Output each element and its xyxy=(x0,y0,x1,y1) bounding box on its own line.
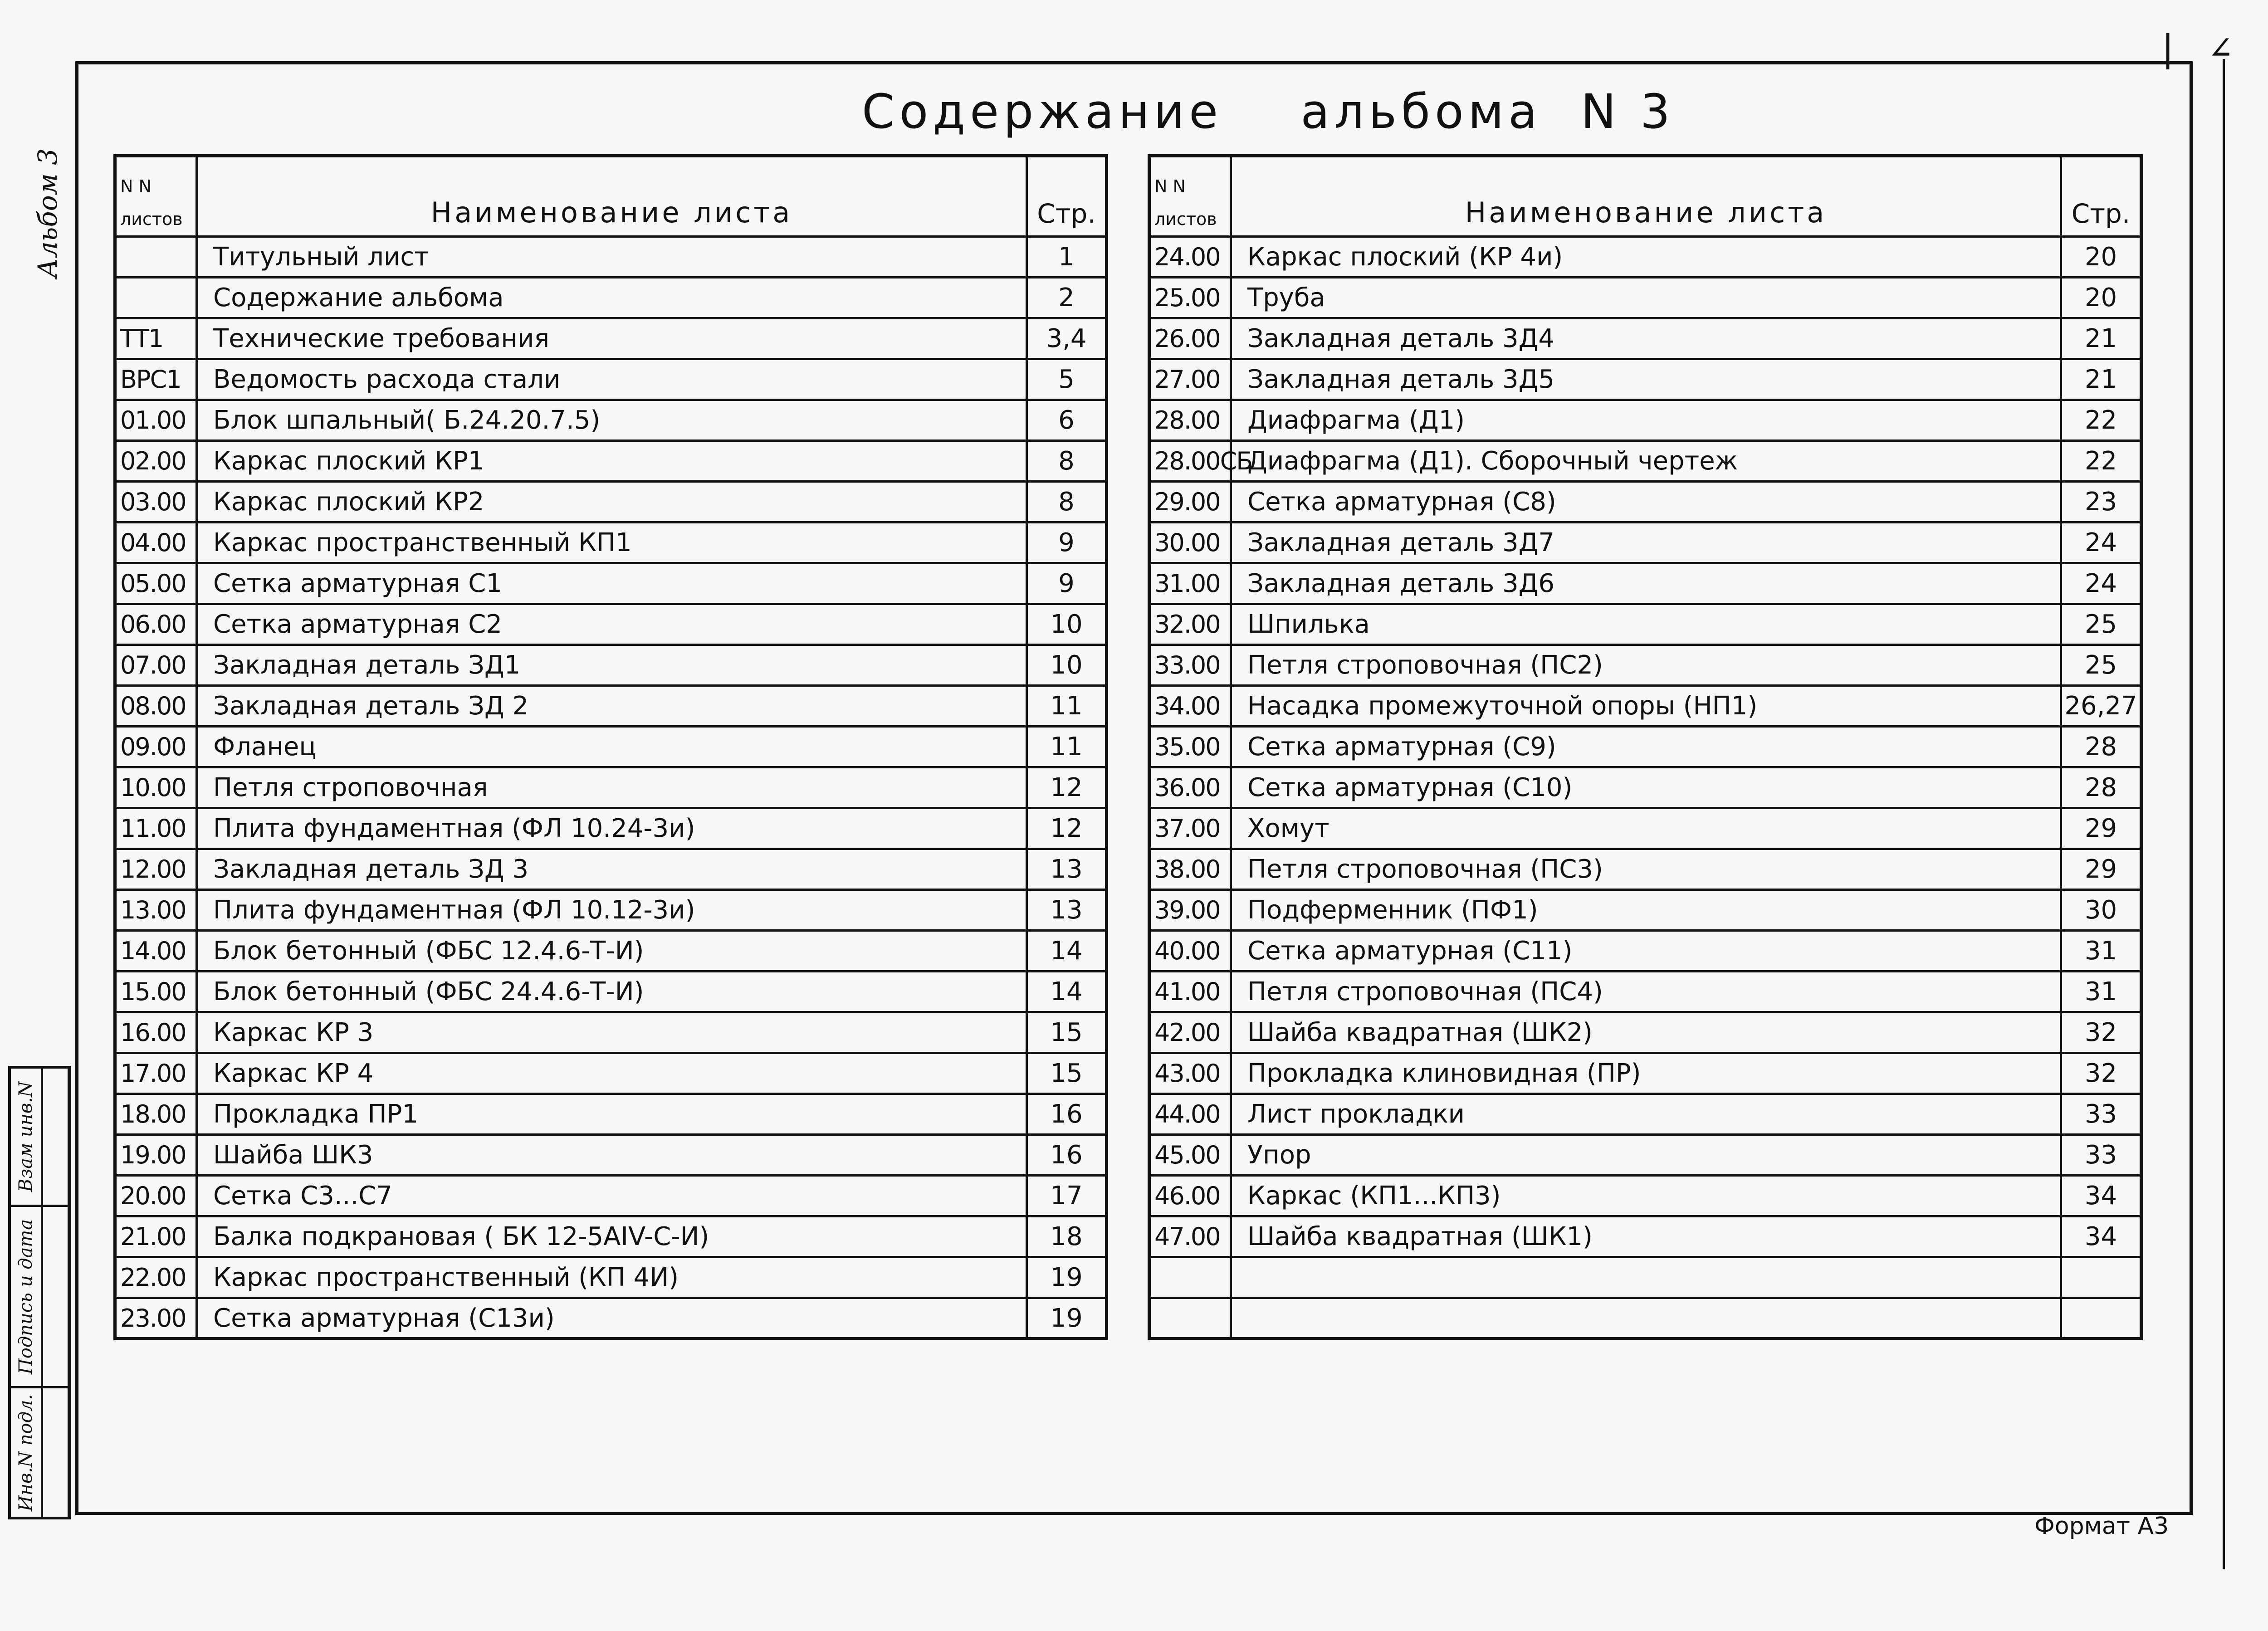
table-row xyxy=(115,849,1107,890)
sheet-name-cell: Плита фундаментная (ФЛ 10.12-3и) xyxy=(197,890,1027,931)
table-row xyxy=(115,972,1107,1012)
sheet-number-cell: 44.00 xyxy=(1149,1094,1231,1135)
table-row xyxy=(115,1094,1107,1135)
table-row xyxy=(1149,359,2141,400)
sheet-number-cell: 13.00 xyxy=(115,890,197,931)
sheet-number-cell: 16.00 xyxy=(115,1012,197,1053)
sheet-name-cell: Фланец xyxy=(197,727,1027,767)
page-number-cell: 13 xyxy=(1027,849,1107,890)
sheet-name-cell: Сетка арматурная (С13и) xyxy=(197,1298,1027,1339)
table-row xyxy=(115,727,1107,767)
page-number-cell: 8 xyxy=(1027,441,1107,482)
table-row xyxy=(115,1012,1107,1053)
table-row xyxy=(115,278,1107,318)
sheet-name-cell: Содержание альбома xyxy=(197,278,1027,318)
sheet-number-cell: 14.00 xyxy=(115,931,197,972)
sheet-number-cell: 41.00 xyxy=(1149,972,1231,1012)
table-row xyxy=(115,563,1107,604)
page-number-cell: 19 xyxy=(1027,1257,1107,1298)
page-number-cell: 17 xyxy=(1027,1176,1107,1216)
sheet-name-cell: Каркас КР 3 xyxy=(197,1012,1027,1053)
sheet-number-cell: 38.00 xyxy=(1149,849,1231,890)
contents-table-right xyxy=(1148,154,2143,1340)
sheet-number-cell: 11.00 xyxy=(115,808,197,849)
sheet-name-cell: Хомут xyxy=(1231,808,2061,849)
sheet-number-cell: 02.00 xyxy=(115,441,197,482)
table-row xyxy=(1149,1135,2141,1176)
page-title: Содержание альбома N 3 xyxy=(862,84,1675,139)
table-row xyxy=(115,1053,1107,1094)
page-number-cell: 25 xyxy=(2061,604,2141,645)
sheet-name-cell: Каркас плоский КР1 xyxy=(197,441,1027,482)
page-number-cell: 22 xyxy=(2061,441,2141,482)
sheet-number-cell: 15.00 xyxy=(115,972,197,1012)
page-number-cell: 9 xyxy=(1027,523,1107,563)
table-row xyxy=(1149,727,2141,767)
sheet-name-cell: Шпилька xyxy=(1231,604,2061,645)
table-row xyxy=(1149,523,2141,563)
header-num-label: N N xyxy=(1154,176,1186,196)
sheet-name-cell: Сетка арматурная (С8) xyxy=(1231,482,2061,523)
sheet-number-cell: 06.00 xyxy=(115,604,197,645)
page-number-cell: 32 xyxy=(2061,1012,2141,1053)
table-row xyxy=(1149,1094,2141,1135)
sheet-number-cell: ТТ1 xyxy=(115,318,197,359)
sheet-number-cell: 10.00 xyxy=(115,767,197,808)
table-row xyxy=(115,686,1107,727)
table-row xyxy=(1149,1216,2141,1257)
page-number-cell: 5 xyxy=(1027,359,1107,400)
page-number-cell: 11 xyxy=(1027,686,1107,727)
page-number-cell: 30 xyxy=(2061,890,2141,931)
sheet-name-cell: Сетка арматурная С1 xyxy=(197,563,1027,604)
stamp-label-replacement: Взам инв.N xyxy=(15,1081,36,1192)
sheet-number-cell: 46.00 xyxy=(1149,1176,1231,1216)
table-row xyxy=(115,237,1107,278)
sheet-number-cell: 34.00 xyxy=(1149,686,1231,727)
table-row xyxy=(115,441,1107,482)
sheet-name-cell: Насадка промежуточной опоры (НП1) xyxy=(1231,686,2061,727)
sheet-name-cell: Диафрагма (Д1) xyxy=(1231,400,2061,441)
sheet-number-cell: 35.00 xyxy=(1149,727,1231,767)
page-number-cell: 24 xyxy=(2061,563,2141,604)
page-number-cell: 12 xyxy=(1027,767,1107,808)
sheet-number-cell: 04.00 xyxy=(115,523,197,563)
sheet-number-cell: 23.00 xyxy=(115,1298,197,1339)
sheet-number-cell: 28.00 xyxy=(1149,400,1231,441)
sheet-name-cell: Прокладка клиновидная (ПР) xyxy=(1231,1053,2061,1094)
sheet-number-cell: 17.00 xyxy=(115,1053,197,1094)
page-number-cell: 10 xyxy=(1027,604,1107,645)
table-header-row xyxy=(115,156,1107,237)
table-row xyxy=(115,523,1107,563)
table-row xyxy=(1149,563,2141,604)
sheet-name-cell: Сетка арматурная (С11) xyxy=(1231,931,2061,972)
sheet-number-cell: 25.00 xyxy=(1149,278,1231,318)
page-number-cell: 8 xyxy=(1027,482,1107,523)
page-number-cell: 15 xyxy=(1027,1012,1107,1053)
table-row xyxy=(1149,686,2141,727)
page-number-cell: 18 xyxy=(1027,1216,1107,1257)
sheet-number-cell xyxy=(115,278,197,318)
table-row xyxy=(1149,1298,2141,1339)
page-number-cell: 26,27 xyxy=(2061,686,2141,727)
table-row xyxy=(115,318,1107,359)
sheet-name-cell xyxy=(1231,1257,2061,1298)
sheet-number-cell: 07.00 xyxy=(115,645,197,686)
sheet-number-cell: 43.00 xyxy=(1149,1053,1231,1094)
page-number-cell: 20 xyxy=(2061,237,2141,278)
table-row xyxy=(1149,237,2141,278)
sheet-number-cell: 20.00 xyxy=(115,1176,197,1216)
page-number-cell: 19 xyxy=(1027,1298,1107,1339)
sheet-name-cell: Шайба квадратная (ШК2) xyxy=(1231,1012,2061,1053)
table-row xyxy=(1149,278,2141,318)
page-number-cell: 15 xyxy=(1027,1053,1107,1094)
table-row xyxy=(1149,767,2141,808)
table-row xyxy=(1149,890,2141,931)
page-number-cell xyxy=(2061,1257,2141,1298)
sheet-number-cell: 08.00 xyxy=(115,686,197,727)
page-number-cell: 31 xyxy=(2061,972,2141,1012)
sheet-number-cell: 45.00 xyxy=(1149,1135,1231,1176)
sheet-name-cell: Блок бетонный (ФБС 24.4.6-Т-И) xyxy=(197,972,1027,1012)
sheet-number-cell: 01.00 xyxy=(115,400,197,441)
sheet-name-cell: Титульный лист xyxy=(197,237,1027,278)
page-number-cell: 34 xyxy=(2061,1216,2141,1257)
stamp-cell-signature xyxy=(11,1205,68,1386)
table-row xyxy=(1149,972,2141,1012)
sheet-number-cell xyxy=(115,237,197,278)
sheet-number-cell: 31.00 xyxy=(1149,563,1231,604)
table-row xyxy=(115,359,1107,400)
table-row xyxy=(1149,1053,2141,1094)
table-header-row xyxy=(1149,156,2141,237)
header-num-sub: листов xyxy=(1154,209,1217,229)
album-label: Альбом 3 xyxy=(32,148,63,278)
header-page: Стр. xyxy=(1027,156,1107,237)
page-number-cell: 3,4 xyxy=(1027,318,1107,359)
table-row xyxy=(115,400,1107,441)
page-number-cell: 28 xyxy=(2061,727,2141,767)
sheet-name-cell: Закладная деталь ЗД 3 xyxy=(197,849,1027,890)
table-row xyxy=(115,1216,1107,1257)
sheet-name-cell: Балка подкрановая ( БК 12-5АIV-С-И) xyxy=(197,1216,1027,1257)
trim-line xyxy=(2223,59,2225,1569)
header-page: Стр. xyxy=(2061,156,2141,237)
page-number-cell: 20 xyxy=(2061,278,2141,318)
header-sheet-number xyxy=(1149,156,1231,237)
table-row xyxy=(115,1257,1107,1298)
page-number-cell: 2 xyxy=(1027,278,1107,318)
contents-table-left xyxy=(113,154,1108,1340)
table-row xyxy=(115,604,1107,645)
sheet-number-cell xyxy=(1149,1298,1231,1339)
table-row xyxy=(115,808,1107,849)
sheet-name-cell: Петля строповочная (ПС2) xyxy=(1231,645,2061,686)
sheet-name-cell: Каркас плоский КР2 xyxy=(197,482,1027,523)
page-number-cell: 13 xyxy=(1027,890,1107,931)
page-number-cell: 14 xyxy=(1027,931,1107,972)
sheet-name-cell: Технические требования xyxy=(197,318,1027,359)
sheet-name-cell: Труба xyxy=(1231,278,2061,318)
sheet-number-cell: 03.00 xyxy=(115,482,197,523)
format-label: Формат А3 xyxy=(2034,1513,2169,1540)
sheet-number-cell: 30.00 xyxy=(1149,523,1231,563)
table-row xyxy=(115,931,1107,972)
table-row xyxy=(1149,849,2141,890)
sheet-name-cell: Шайба ШК3 xyxy=(197,1135,1027,1176)
sheet-number-cell: 18.00 xyxy=(115,1094,197,1135)
sheet-name-cell: Петля строповочная (ПС3) xyxy=(1231,849,2061,890)
page-number-cell: 25 xyxy=(2061,645,2141,686)
table-row xyxy=(115,645,1107,686)
sheet-name-cell: Закладная деталь 3Д6 xyxy=(1231,563,2061,604)
sheet-number-cell: 32.00 xyxy=(1149,604,1231,645)
page-number-cell: 33 xyxy=(2061,1094,2141,1135)
header-sheet-name: Наименование листа xyxy=(197,156,1027,237)
sheet-name-cell: Каркас КР 4 xyxy=(197,1053,1027,1094)
table-row xyxy=(115,1176,1107,1216)
page-number-cell: 34 xyxy=(2061,1176,2141,1216)
sheet-name-cell: Закладная деталь 3Д4 xyxy=(1231,318,2061,359)
sheet-name-cell: Диафрагма (Д1). Сборочный чертеж xyxy=(1231,441,2061,482)
page-number-cell: 32 xyxy=(2061,1053,2141,1094)
sheet-name-cell: Каркас пространственный КП1 xyxy=(197,523,1027,563)
page-number-cell: 23 xyxy=(2061,482,2141,523)
sheet-name-cell: Сетка С3...С7 xyxy=(197,1176,1027,1216)
sheet-name-cell: Упор xyxy=(1231,1135,2061,1176)
page-number-cell: 28 xyxy=(2061,767,2141,808)
sheet-name-cell: Прокладка ПР1 xyxy=(197,1094,1027,1135)
sheet-number-cell: 26.00 xyxy=(1149,318,1231,359)
sheet-number-cell: 22.00 xyxy=(115,1257,197,1298)
page-number-cell: 14 xyxy=(1027,972,1107,1012)
page-number-cell: 1 xyxy=(1027,237,1107,278)
table-row xyxy=(1149,1176,2141,1216)
page-number-cell: 10 xyxy=(1027,645,1107,686)
page-number-cell: 29 xyxy=(2061,808,2141,849)
sheet-number-cell: 33.00 xyxy=(1149,645,1231,686)
sheet-name-cell: Блок шпальный( Б.24.20.7.5) xyxy=(197,400,1027,441)
sheet-number-cell: 29.00 xyxy=(1149,482,1231,523)
sheet-number-cell: 40.00 xyxy=(1149,931,1231,972)
sheet-name-cell: Сетка арматурная (С9) xyxy=(1231,727,2061,767)
sheet-name-cell: Каркас (КП1...КП3) xyxy=(1231,1176,2061,1216)
sheet-number-cell: 39.00 xyxy=(1149,890,1231,931)
table-row xyxy=(115,767,1107,808)
table-row xyxy=(1149,441,2141,482)
sheet-name-cell: Закладная деталь 3Д7 xyxy=(1231,523,2061,563)
sheet-name-cell: Петля строповочная (ПС4) xyxy=(1231,972,2061,1012)
sheet-name-cell: Петля строповочная xyxy=(197,767,1027,808)
page-number-cell: 24 xyxy=(2061,523,2141,563)
table-row xyxy=(115,482,1107,523)
sheet-corner-mark: | ∠ xyxy=(2157,27,2236,69)
sheet-number-cell: 24.00 xyxy=(1149,237,1231,278)
sheet-name-cell: Сетка арматурная (С10) xyxy=(1231,767,2061,808)
page-number-cell: 11 xyxy=(1027,727,1107,767)
header-num-label: N N xyxy=(120,176,152,196)
table-row xyxy=(115,890,1107,931)
sheet-name-cell: Ведомость расхода стали xyxy=(197,359,1027,400)
table-row xyxy=(1149,400,2141,441)
table-row xyxy=(1149,604,2141,645)
sheet-number-cell: ВРС1 xyxy=(115,359,197,400)
page-number-cell: 33 xyxy=(2061,1135,2141,1176)
table-row xyxy=(115,1298,1107,1339)
table-row xyxy=(1149,808,2141,849)
header-sheet-name: Наименование листа xyxy=(1231,156,2061,237)
sheet-name-cell: Каркас пространственный (КП 4И) xyxy=(197,1257,1027,1298)
sheet-number-cell: 47.00 xyxy=(1149,1216,1231,1257)
table-row xyxy=(1149,1012,2141,1053)
stamp-label-inventory: Инв.N подл. xyxy=(15,1394,36,1511)
page-number-cell: 16 xyxy=(1027,1094,1107,1135)
sheet-number-cell: 27.00 xyxy=(1149,359,1231,400)
header-num-sub: листов xyxy=(120,209,183,229)
sheet-name-cell: Лист прокладки xyxy=(1231,1094,2061,1135)
page-number-cell: 22 xyxy=(2061,400,2141,441)
page-number-cell: 16 xyxy=(1027,1135,1107,1176)
sheet-name-cell xyxy=(1231,1298,2061,1339)
sheet-name-cell: Закладная деталь 3Д5 xyxy=(1231,359,2061,400)
page-number-cell: 21 xyxy=(2061,359,2141,400)
sheet-name-cell: Плита фундаментная (ФЛ 10.24-3и) xyxy=(197,808,1027,849)
sheet-number-cell: 28.00СБ xyxy=(1149,441,1231,482)
sheet-name-cell: Шайба квадратная (ШК1) xyxy=(1231,1216,2061,1257)
sheet-number-cell: 12.00 xyxy=(115,849,197,890)
page-number-cell: 31 xyxy=(2061,931,2141,972)
stamp-cell-inventory xyxy=(11,1386,68,1517)
table-row xyxy=(1149,482,2141,523)
table-row xyxy=(115,1135,1107,1176)
table-row xyxy=(1149,931,2141,972)
stamp-cell-replacement xyxy=(11,1069,68,1205)
sheet-name-cell: Закладная деталь ЗД 2 xyxy=(197,686,1027,727)
stamp-label-signature: Подпись и дата xyxy=(15,1219,36,1374)
sheet-name-cell: Каркас плоский (КР 4и) xyxy=(1231,237,2061,278)
sheet-number-cell: 37.00 xyxy=(1149,808,1231,849)
sheet-number-cell: 21.00 xyxy=(115,1216,197,1257)
page-number-cell: 12 xyxy=(1027,808,1107,849)
page-number-cell: 21 xyxy=(2061,318,2141,359)
sheet-number-cell: 36.00 xyxy=(1149,767,1231,808)
sheet-name-cell: Сетка арматурная С2 xyxy=(197,604,1027,645)
side-stamp xyxy=(8,1066,71,1519)
sheet-name-cell: Блок бетонный (ФБС 12.4.6-Т-И) xyxy=(197,931,1027,972)
table-row xyxy=(1149,318,2141,359)
sheet-number-cell xyxy=(1149,1257,1231,1298)
page-number-cell xyxy=(2061,1298,2141,1339)
sheet-name-cell: Закладная деталь ЗД1 xyxy=(197,645,1027,686)
sheet-number-cell: 42.00 xyxy=(1149,1012,1231,1053)
sheet-number-cell: 05.00 xyxy=(115,563,197,604)
page-number-cell: 29 xyxy=(2061,849,2141,890)
page-number-cell: 9 xyxy=(1027,563,1107,604)
sheet-number-cell: 19.00 xyxy=(115,1135,197,1176)
table-row xyxy=(1149,645,2141,686)
page-number-cell: 6 xyxy=(1027,400,1107,441)
sheet-number-cell: 09.00 xyxy=(115,727,197,767)
table-row xyxy=(1149,1257,2141,1298)
header-sheet-number xyxy=(115,156,197,237)
sheet-name-cell: Подферменник (ПФ1) xyxy=(1231,890,2061,931)
